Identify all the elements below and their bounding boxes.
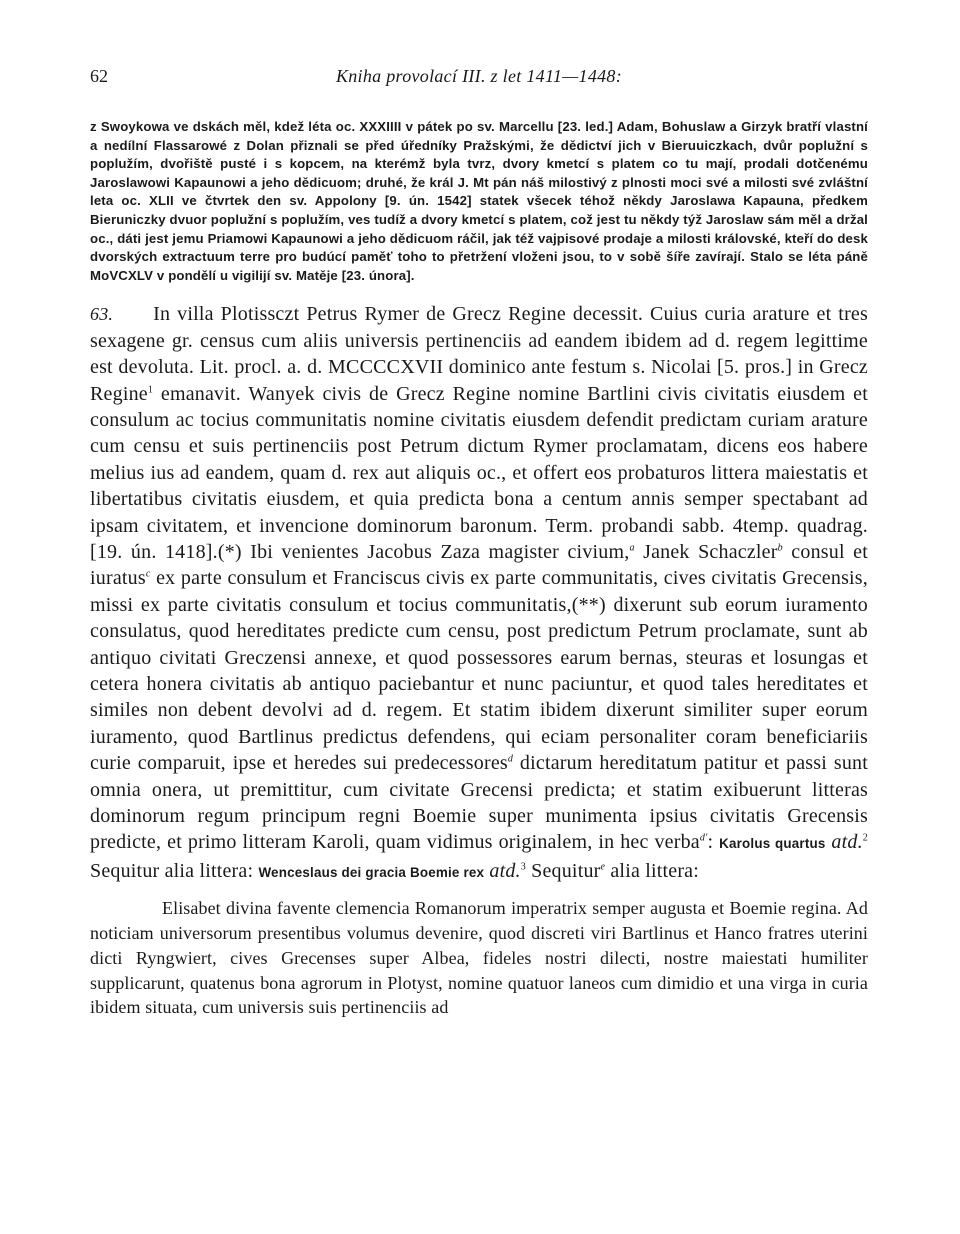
entry-text-9: Sequitur alia littera: [90,859,259,882]
entry-text-8: atd. [825,831,863,854]
entry-text-5: ex parte consulum et Franciscus civis ex parte communitatis, cives civitatis Grecensis, missi ex parte civitatis consulum et tocius communitatis,(**) dixerunt sub eorum iuramento consulatus, quod hereditates predicte cum censu, post predictum Petrum proclamate, sunt ab antiquo civitati Greczensi annexe, et quod possessores earum bernas, steuras et losungas et cetera honera civitatis ab antiquo paciebantur et nunc paciuntur, et quod tales hereditates et similes non debent devolvi ad d. regem. Et statim ibidem dixerunt similiter super eorum iuramento, quod Bartlinus predictus defendens, qui eciam personaliter coram beneficiariis curie comparuit, ipse et heredes sui predecessores [90,567,868,775]
entry-small-text-karolus: Karolus quartus [719,836,826,852]
footnote-marker: 1 [147,383,154,395]
page-header [90,66,868,106]
entry-text-12: alia littera: [605,859,700,882]
entry-text-3: Janek Schaczler [634,541,778,563]
running-title: Kniha provolací III. z let 1411—1448: [335,66,623,86]
book-page [90,66,868,1020]
footnote-marker: d [507,753,514,765]
entry-text-6: dictarum hereditatum patitur et passi sunt omnia onera, ut premittitur, cum civitate Grecensi predicta; et statim exibuerunt litteras dominorum regum principum regni Boemie super munimenta ipsius civitatis Grecensis predicte, et primo litteram Karoli, quam vidimus originalem, in hec verba [90,752,868,854]
entry-small-text-wenceslaus: Wenceslaus dei gracia Boemie rex [258,864,485,880]
footnote-marker: d' [699,832,708,844]
entry-text-10: atd. [484,859,521,882]
charter-paragraph: Elisabet divina favente clemencia Romanorum imperatrix semper augusta et Boemie regina. Ad noticiam universorum presentibus volumus devenire, quod discreti viri Bartlinus et Hanco fratres uterini dicti Ryngwiert, cives Grecenses super Albea, fideles nostri dilecti, nostre maiestati humiliter supplicarunt, quatenus bona agrorum in Plotyst, nomine quatuor laneos cum dimidio et una virga in curia ibidem situata, cum universis suis pertinenciis ad [90,898,868,1018]
entry-text-11: Sequitur [525,859,601,882]
footnote-marker: e [600,861,606,873]
footnote-marker: b [777,542,783,554]
entry-text-4: consul et iuratus [90,541,868,590]
entry-text-7: : [707,831,720,854]
footnote-marker: a [629,542,635,554]
entry-63-paragraph [90,301,868,886]
czech-note-paragraph: z Swoykowa ve dskách měl, kdež léta oc. XXXIIII v pátek po sv. Marcellu [23. led.] Adam, Bohuslaw a Girzyk bratří vlastní a nedílní Flassarowé z Dolan přiznali se před úředníky Pražskými, že dědictví jich v Bieruuiczkach, dvůr poplužní s poplužím, dvořiště pusté i s kopcem, na kterémž byla tvrz, dvory kmetcí s platem co tu mají, prodali dotčenému Jaroslawowi Kapaunowi a jeho dědicuom; druhé, že král J. Mt pán náš milostivý z plnosti moci své a milosti své zvláštní leta oc. XLII ve čtvrtek den sv. Appolony [9. ún. 1542] statek všecek téhož někdy Jaroslawa Kapauna, předkem Bieruniczky dvuor poplužní s poplužím, ves tudíž a dvory kmetcí s platem, což jest tu někdy týž Jaroslaw sám měl a držal oc., dáti jest jemu Priamowi Kapaunowi a jeho dědicuom ráčil, jak též vajpisové prodaje a milosti královské, kteří do desk dvorských extractuum terre pro budúcí paměť toho to přetržení vloženi jsou, to v sobě šíře zavírají. Stalo se léta páně MoVCXLV v pondělí u vigilijí sv. Matěje [23. února]. [90,119,868,283]
entry-text-1: In villa Plotissczt Petrus Rymer de Grecz Regine decessit. Cuius curia arature et tres sexagene gr. census cum aliis universis pertinenciis ad eandem ibidem ad d. regem legittime est devoluta. Lit. procl. a. d. MCCCCXVII dominico ante festum s. Nicolai [5. pros.] in Grecz Regine [90,303,868,405]
entry-text-2: emanavit. Wanyek civis de Grecz Regine nomine Bartlini civis civitatis eiusdem et consulum ac tocius communitatis nomine civitatis eiusdem defendit predictam curiam arature cum censu et suis pertinenciis post Petrum dictum Rymer proclamatam, dicens eos habere melius ius ad eandem, quam d. rex aut aliquis oc., et offert eos probaturos littera maiestatis et libertatibus civitatis eiusdem, et quia predicta bona a centum annis semper spectabant ad ipsam civitatem, et invencione dominorum baronum. Term. probandi sabb. 4temp. quadrag. [19. ún. 1418].(*) Ibi venientes Jacobus Zaza magister civium, [90,382,868,563]
footnote-marker: 2 [862,832,868,844]
page-number: 62 [90,66,108,86]
entry-number: 63. [90,304,114,325]
footnote-marker: 3 [520,861,526,873]
footnote-marker: c [145,568,151,580]
